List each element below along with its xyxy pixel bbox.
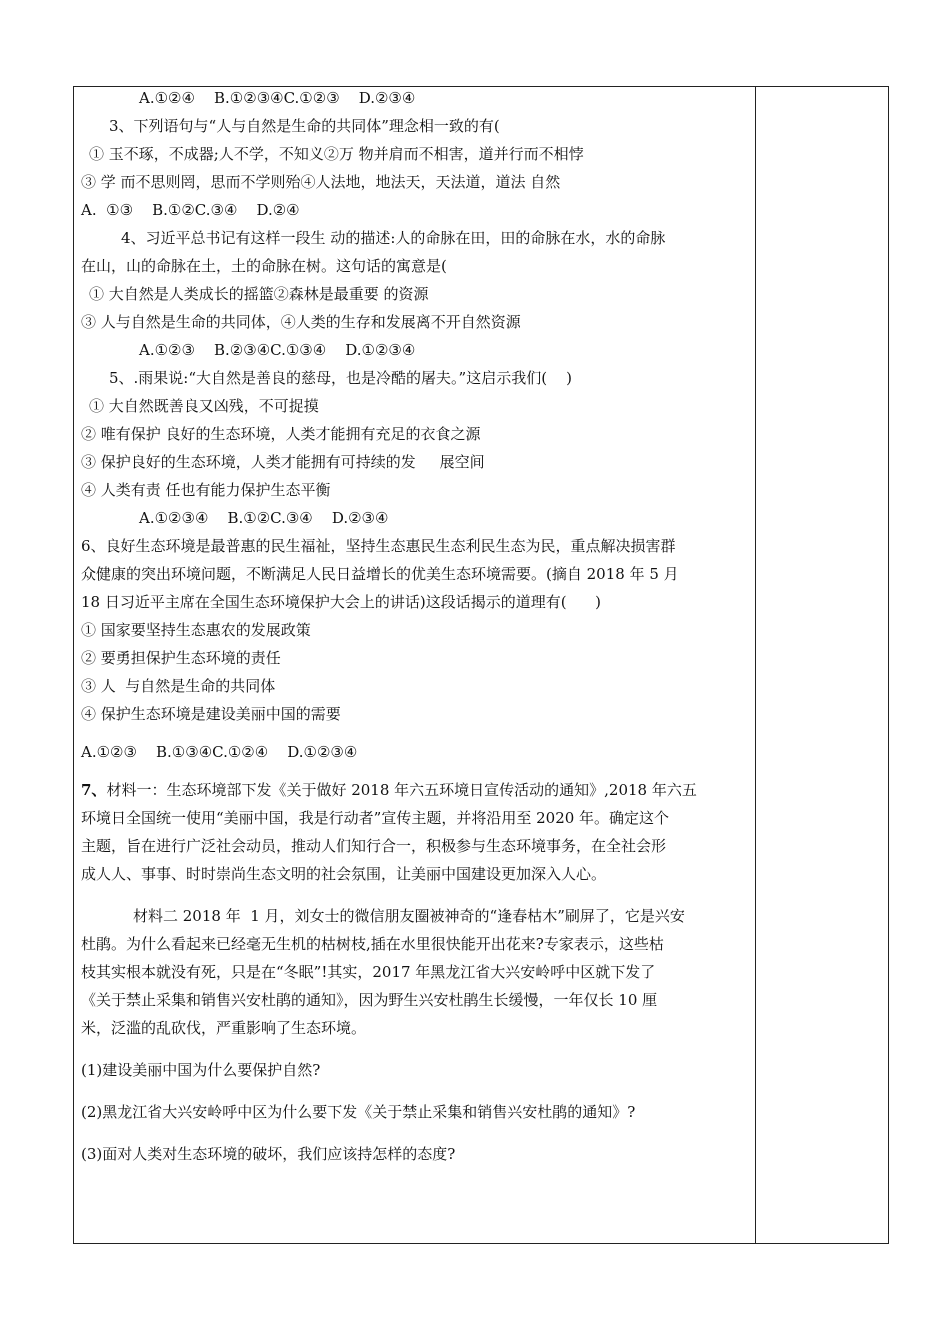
q7-subquestion-3: (3)面对人类对生态环境的破坏，我们应该持怎样的态度? <box>81 1145 456 1163</box>
q4-statement-3-4: ③ 人与自然是生命的共同体，④人类的生存和发展离不开自然资源 <box>81 313 521 331</box>
notes-column-divider <box>755 86 756 1244</box>
q7-material-2-line-1: 材料二 2018 年 1 月，刘女士的微信朋友圈被神奇的“逢春枯木”刷屏了，它是兴安 <box>133 907 685 925</box>
q6-stem-2: 众健康的突出环境问题，不断满足人民日益增长的优美生态环境需要。(摘自 2018 年 5 月 <box>81 565 679 583</box>
q6-stem-3: 18 日习近平主席在全国生态环境保护大会上的讲话)这段话揭示的道理有( ) <box>81 593 602 611</box>
q6-statement-3: ③ 人 与自然是生命的共同体 <box>81 677 276 695</box>
q7-subquestion-1: (1)建设美丽中国为什么要保护自然? <box>81 1061 321 1079</box>
question-content <box>81 84 749 1168</box>
q7-material-2-line-2: 杜鹃。为什么看起来已经毫无生机的枯树枝,插在水里很快能开出花来?专家表示，这些枯 <box>81 935 664 953</box>
q7-material-1-line-2: 环境日全国统一使用“美丽中国，我是行动者”宣传主题，并将沿用至 2020 年。确定这个 <box>81 809 670 827</box>
q5-statement-3: ③ 保护良好的生态环境，人类才能拥有可持续的发 展空间 <box>81 453 485 471</box>
q2-options: A.①②④ B.①②③④C.①②③ D.②③④ <box>139 89 416 107</box>
q7-material-2-line-5: 米，泛滥的乱砍伐，严重影响了生态环境。 <box>81 1019 367 1037</box>
q7-material-1-line-1: 7、材料一：生态环境部下发《关于做好 2018 年六五环境日宣传活动的通知》,2018 年六五 <box>81 781 697 799</box>
q4-options: A.①②③ B.②③④C.①③④ D.①②③④ <box>139 341 416 359</box>
q7-material-1-line-3: 主题，旨在进行广泛社会动员，推动人们知行合一，积极参与生态环境事务，在全社会形 <box>81 837 667 855</box>
q7-material-2-line-4: 《关于禁止采集和销售兴安杜鹃的通知》，因为野生兴安杜鹃生长缓慢，一年仅长 10 厘 <box>81 991 658 1009</box>
q4-statement-1-2: ① 大自然是人类成长的摇篮②森林是最重要 的资源 <box>89 285 429 303</box>
q5-stem: 5、.雨果说:“大自然是善良的慈母，也是冷酷的屠夫。”这启示我们( ) <box>109 369 572 387</box>
q3-statement-1-2: ① 玉不琢，不成器;人不学，不知义②万 物并肩而不相害，道并行而不相悖 <box>89 145 584 163</box>
q3-options: A. ①③ B.①②C.③④ D.②④ <box>81 201 300 219</box>
q6-options: A.①②③ B.①③④C.①②④ D.①②③④ <box>81 743 358 761</box>
q4-stem-1: 4、习近平总书记有这样一段生 动的描述:人的命脉在田，田的命脉在水，水的命脉 <box>121 229 666 247</box>
q6-statement-4: ④ 保护生态环境是建设美丽中国的需要 <box>81 705 341 723</box>
q6-statement-1: ① 国家要坚持生态惠农的发展政策 <box>81 621 311 639</box>
q5-options: A.①②③④ B.①②C.③④ D.②③④ <box>139 509 389 527</box>
q3-stem: 3、下列语句与“人与自然是生命的共同体”理念相一致的有( <box>109 117 500 135</box>
q6-stem-1: 6、良好生态环境是最普惠的民生福祉，坚持生态惠民生态利民生态为民，重点解决损害群 <box>81 537 676 555</box>
q6-statement-2: ② 要勇担保护生态环境的责任 <box>81 649 281 667</box>
q3-statement-3-4: ③ 学 而不思则罔，思而不学则殆④人法地，地法天，天法道，道法 自然 <box>81 173 561 191</box>
q5-statement-4: ④ 人类有责 任也有能力保护生态平衡 <box>81 481 331 499</box>
q7-material-2-line-3: 枝其实根本就没有死，只是在“冬眠”!其实，2017 年黑龙江省大兴安岭呼中区就下发了 <box>81 963 656 981</box>
q4-stem-2: 在山，山的命脉在土，土的命脉在树。这句话的寓意是( <box>81 257 447 275</box>
q7-material-1-line-4: 成人人、事事、时时崇尚生态文明的社会氛围，让美丽中国建设更加深入人心。 <box>81 865 607 883</box>
q7-subquestion-2: (2)黑龙江省大兴安岭呼中区为什么要下发《关于禁止采集和销售兴安杜鹃的通知》? <box>81 1103 636 1121</box>
q5-statement-1: ① 大自然既善良又凶残，不可捉摸 <box>89 397 319 415</box>
q5-statement-2: ② 唯有保护 良好的生态环境，人类才能拥有充足的衣食之源 <box>81 425 481 443</box>
q7-number: 7、 <box>81 781 107 799</box>
